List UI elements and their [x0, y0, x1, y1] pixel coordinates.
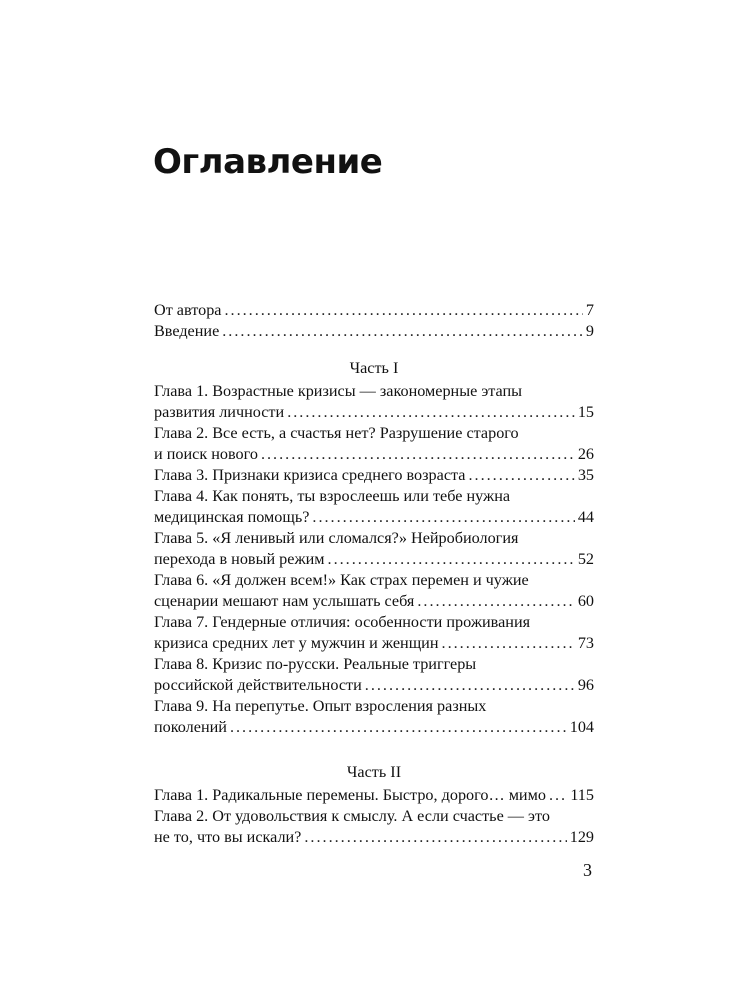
toc-chapter-last-line — [154, 785, 594, 806]
toc-chapter-line: Глава 4. Как понять, ты взрослеешь или тебе нужна — [154, 487, 511, 505]
dot-leader — [230, 717, 567, 738]
toc-chapter-title: Глава 3. Признаки кризиса среднего возраста — [154, 466, 466, 484]
toc-chapter-last-line — [154, 549, 594, 570]
toc-chapter — [154, 423, 594, 465]
toc-chapter-title: развития личности — [154, 403, 285, 421]
toc-chapter — [154, 528, 594, 570]
toc-chapter-last-line — [154, 591, 594, 612]
dot-leader — [468, 465, 574, 486]
dot-leader — [549, 785, 567, 806]
toc-chapter — [154, 465, 594, 486]
dot-leader — [304, 827, 566, 848]
toc-entry-page: 115 — [570, 786, 594, 804]
dot-leader — [442, 633, 575, 654]
toc-entry-title: От автора — [154, 301, 222, 319]
dot-leader — [312, 507, 574, 528]
toc-chapter-last-line — [154, 402, 594, 423]
dot-leader — [365, 675, 575, 696]
toc-chapter-last-line — [154, 633, 594, 654]
toc-chapter-line: Глава 2. Все есть, а счастья нет? Разрушение старого — [154, 424, 519, 442]
toc-chapter-title: не то, что вы искали? — [154, 828, 302, 846]
toc-chapter — [154, 806, 594, 848]
toc-chapter-title: перехода в новый режим — [154, 550, 325, 568]
toc-chapter-title: Глава 1. Радикальные перемены. Быстро, дорого… мимо — [154, 786, 546, 804]
toc-chapter-last-line — [154, 675, 594, 696]
part-heading: Часть II — [346, 763, 402, 781]
toc-chapter-title: сценарии мешают нам услышать себя — [154, 592, 415, 610]
toc-entry-page: 15 — [577, 403, 594, 421]
toc-chapter — [154, 486, 594, 528]
toc-chapter — [154, 570, 594, 612]
toc-entry-page: 44 — [577, 508, 594, 526]
toc-chapter-last-line — [154, 507, 594, 528]
toc-chapter-last-line — [154, 444, 594, 465]
toc-entry-page: 35 — [577, 466, 594, 484]
toc-entry-page: 60 — [577, 592, 594, 610]
dot-leader — [222, 321, 583, 342]
toc-chapter-line: Глава 6. «Я должен всем!» Как страх перемен и чужие — [154, 571, 529, 589]
toc-entry-page: 7 — [585, 301, 594, 319]
toc-chapter-title: поколений — [154, 718, 227, 736]
toc-chapter — [154, 696, 594, 738]
toc-chapter-last-line — [154, 717, 594, 738]
page-number: 3 — [583, 860, 592, 880]
toc-chapter — [154, 785, 594, 806]
toc-chapter-line: Глава 8. Кризис по-русски. Реальные триггеры — [154, 655, 477, 673]
toc-entry-author — [154, 300, 594, 321]
dot-leader — [224, 300, 582, 321]
toc-entry-page: 104 — [569, 718, 594, 736]
toc-chapter-title: и поиск нового — [154, 445, 258, 463]
toc-chapter — [154, 381, 594, 423]
toc-chapter-line: Глава 2. От удовольствия к смыслу. А если счастье — это — [154, 807, 550, 825]
dot-leader — [261, 444, 575, 465]
dot-leader — [417, 591, 574, 612]
toc-chapter — [154, 654, 594, 696]
toc-entry-page: 26 — [577, 445, 594, 463]
toc-chapter-title: медицинская помощь? — [154, 508, 310, 526]
toc-chapter-line: Глава 7. Гендерные отличия: особенности проживания — [154, 613, 531, 631]
toc-entry-page: 73 — [577, 634, 594, 652]
table-of-contents — [154, 300, 594, 848]
toc-chapter-line: Глава 1. Возрастные кризисы — закономерные этапы — [154, 382, 523, 400]
part-heading: Часть I — [349, 359, 399, 377]
dot-leader — [328, 549, 575, 570]
toc-entry-intro — [154, 321, 594, 342]
toc-entry-page: 96 — [577, 676, 594, 694]
toc-entry-page: 52 — [577, 550, 594, 568]
toc-entry-page: 9 — [585, 322, 594, 340]
toc-chapter-title: российской действительности — [154, 676, 362, 694]
toc-entry-title: Введение — [154, 322, 220, 340]
toc-chapter-title: кризиса средних лет у мужчин и женщин — [154, 634, 439, 652]
toc-entry-page: 129 — [569, 828, 594, 846]
toc-chapter-last-line — [154, 465, 594, 486]
page-title: Оглавление — [153, 142, 383, 182]
toc-chapter-last-line — [154, 827, 594, 848]
toc-chapter — [154, 612, 594, 654]
toc-chapter-line: Глава 9. На перепутье. Опыт взросления разных — [154, 697, 487, 715]
toc-chapter-line: Глава 5. «Я ленивый или сломался?» Нейробиология — [154, 529, 519, 547]
dot-leader — [287, 402, 575, 423]
